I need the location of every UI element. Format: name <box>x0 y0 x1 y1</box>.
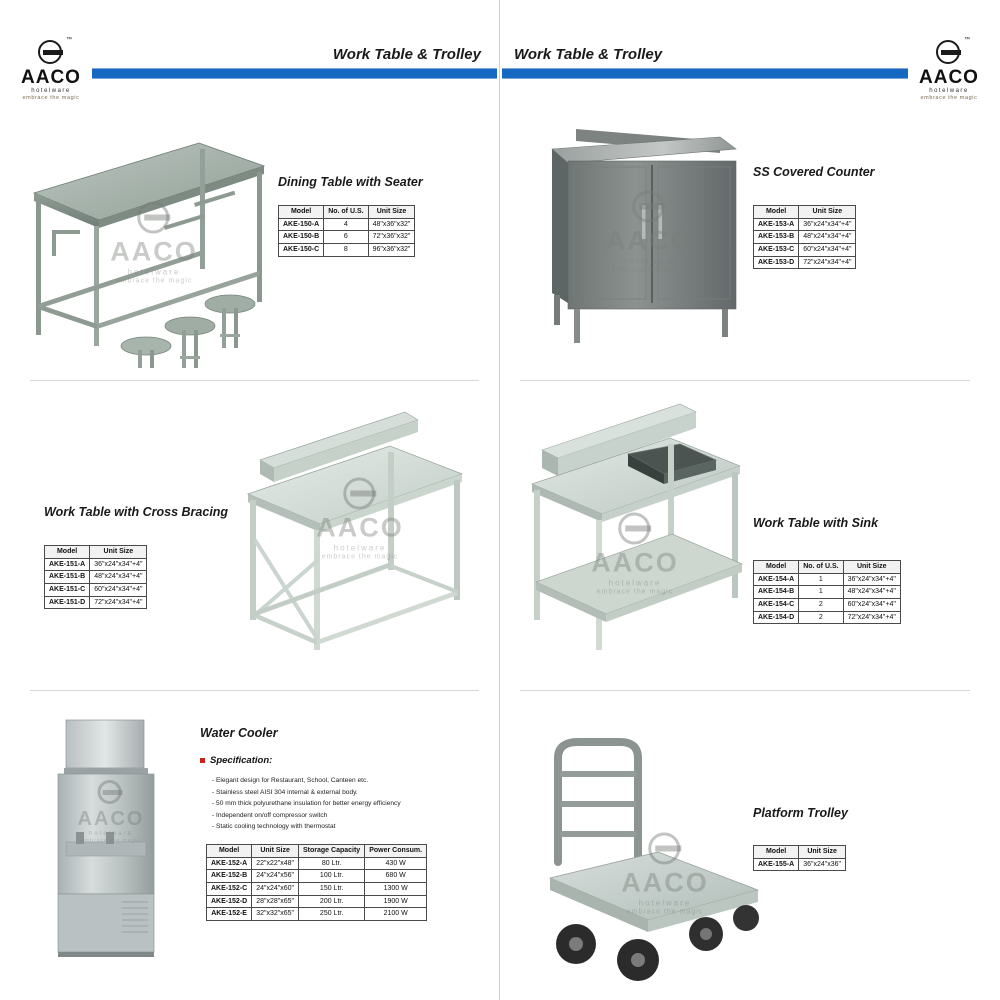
col-header: Unit Size <box>799 206 856 219</box>
col-header: No. of U.S. <box>324 206 368 219</box>
table-row: AKE-153-C 60"x24"x34"+4" <box>754 244 856 257</box>
section-divider <box>520 690 970 691</box>
brand-tagline-2: embrace the magic <box>22 95 80 101</box>
table-row: AKE-153-D 72"x24"x34"+4" <box>754 256 856 269</box>
section-divider <box>30 380 479 381</box>
watermark: AACO hotelware embrace the magic <box>621 833 709 916</box>
col-header: Model <box>754 561 799 574</box>
col-header: Unit Size <box>368 206 415 219</box>
table-row: AKE-152-A 22"x22"x48" 80 Ltr. 430 W <box>207 857 427 870</box>
page-title-right: Work Table & Trolley <box>514 46 663 63</box>
cross-bracing-spec-table <box>44 545 147 609</box>
water-cooler-title: Water Cooler <box>200 726 278 740</box>
brand-tagline-1: hotelware <box>31 88 71 94</box>
list-item: - Static cooling technology with thermostat <box>212 821 442 833</box>
ss-counter-illustration <box>530 105 760 350</box>
aaco-logo-icon <box>38 37 72 66</box>
platform-trolley-photo <box>520 712 770 982</box>
water-cooler-spec-list <box>212 775 442 833</box>
water-cooler-spec-heading: Specification: <box>200 755 272 766</box>
table-row: AKE-150-A 4 48"x36"x32" <box>279 218 415 231</box>
brand-logo-right <box>912 37 986 101</box>
table-row: AKE-153-A 36"x24"x34"+4" <box>754 218 856 231</box>
dining-table-title: Dining Table with Seater <box>278 175 423 189</box>
table-row: AKE-150-B 6 72"x36"x32" <box>279 231 415 244</box>
water-cooler-illustration <box>36 712 186 962</box>
table-row: AKE-154-D 2 72"x24"x34"+4" <box>754 611 901 624</box>
catalog-page-right <box>500 0 1000 1000</box>
section-divider <box>30 690 479 691</box>
brand-name: AACO <box>21 67 81 88</box>
dining-table-illustration <box>24 108 274 368</box>
col-header: Storage Capacity <box>299 845 365 858</box>
table-row: AKE-152-B 24"x24"x56" 100 Ltr. 680 W <box>207 870 427 883</box>
ss-covered-counter-photo <box>530 105 760 350</box>
ss-covered-counter-title: SS Covered Counter <box>753 165 875 179</box>
work-table-sink-title: Work Table with Sink <box>753 516 879 530</box>
col-header: Unit Size <box>799 846 846 859</box>
dining-table-spec-table <box>278 205 415 257</box>
aaco-logo-icon <box>936 37 970 66</box>
col-header: Model <box>207 845 252 858</box>
watermark: AACO hotelware embrace the magic <box>316 477 404 560</box>
brand-tagline-1: hotelware <box>929 88 969 94</box>
col-header: No. of U.S. <box>799 561 843 574</box>
watermark: AACO hotelware embrace the magic <box>110 202 198 285</box>
col-header: Power Consum. <box>365 845 427 858</box>
cross-bracing-title: Work Table with Cross Bracing <box>44 505 229 519</box>
table-row: AKE-152-C 24"x24"x60" 150 Ltr. 1300 W <box>207 883 427 896</box>
table-row: AKE-151-A 36"x24"x34"+4" <box>45 558 147 571</box>
list-item: - 50 mm thick polyurethane insulation for better energy efficiency <box>212 798 442 810</box>
table-row: AKE-155-A 36"x24"x36" <box>754 858 846 871</box>
trademark-symbol: ™ <box>964 37 970 43</box>
brand-tagline-2: embrace the magic <box>920 95 978 101</box>
table-row: AKE-151-D 72"x24"x34"+4" <box>45 596 147 609</box>
dining-table-photo <box>24 108 274 368</box>
col-header: Model <box>754 846 799 859</box>
work-table-sink-spec-table <box>753 560 901 624</box>
col-header: Model <box>45 546 90 559</box>
brand-name: AACO <box>919 67 979 88</box>
col-header: Unit Size <box>252 845 299 858</box>
platform-trolley-title: Platform Trolley <box>753 806 848 820</box>
ss-covered-counter-spec-table <box>753 205 856 269</box>
brand-logo-left <box>14 37 88 101</box>
watermark: AACO hotelware embrace the magic <box>78 780 145 844</box>
list-item: - Stainless steel AISI 304 internal & external body. <box>212 787 442 799</box>
list-item: - Independent on/off compressor switch <box>212 810 442 822</box>
water-cooler-spec-table <box>206 844 427 921</box>
table-row: AKE-154-B 1 48"x24"x34"+4" <box>754 586 901 599</box>
col-header: Model <box>754 206 799 219</box>
table-row: AKE-151-B 48"x24"x34"+4" <box>45 571 147 584</box>
water-cooler-photo <box>36 712 186 962</box>
watermark: AACO hotelware embrace the magic <box>591 513 679 596</box>
table-row: AKE-152-E 32"x32"x65" 250 Ltr. 2100 W <box>207 908 427 921</box>
table-row: AKE-151-C 60"x24"x34"+4" <box>45 584 147 597</box>
header-accent-bar-right <box>502 68 908 79</box>
col-header: Unit Size <box>843 561 900 574</box>
table-row: AKE-154-C 2 60"x24"x34"+4" <box>754 599 901 612</box>
platform-trolley-spec-table <box>753 845 846 871</box>
col-header: Model <box>279 206 324 219</box>
page-header-left <box>0 0 499 100</box>
table-row: AKE-152-D 28"x28"x65" 200 Ltr. 1900 W <box>207 895 427 908</box>
work-table-sink-photo <box>520 392 750 682</box>
table-row: AKE-154-A 1 36"x24"x34"+4" <box>754 573 901 586</box>
work-table-sink-illustration <box>520 392 750 682</box>
page-header-right <box>500 0 1000 100</box>
bullet-square-icon <box>200 758 205 763</box>
col-header: Unit Size <box>90 546 147 559</box>
table-row: AKE-150-C 8 96"x36"x32" <box>279 244 415 257</box>
platform-trolley-illustration <box>520 712 770 982</box>
cross-bracing-photo <box>230 390 480 670</box>
table-row: AKE-153-B 48"x24"x34"+4" <box>754 231 856 244</box>
section-divider <box>520 380 970 381</box>
page-title-left: Work Table & Trolley <box>332 46 481 63</box>
header-accent-bar-left <box>92 68 497 79</box>
list-item: - Elegant design for Restaurant, School, Canteen etc. <box>212 775 442 787</box>
trademark-symbol: ™ <box>66 37 72 43</box>
cross-bracing-illustration <box>230 390 480 670</box>
watermark: AACO hotelware embrace the magic <box>606 191 694 274</box>
